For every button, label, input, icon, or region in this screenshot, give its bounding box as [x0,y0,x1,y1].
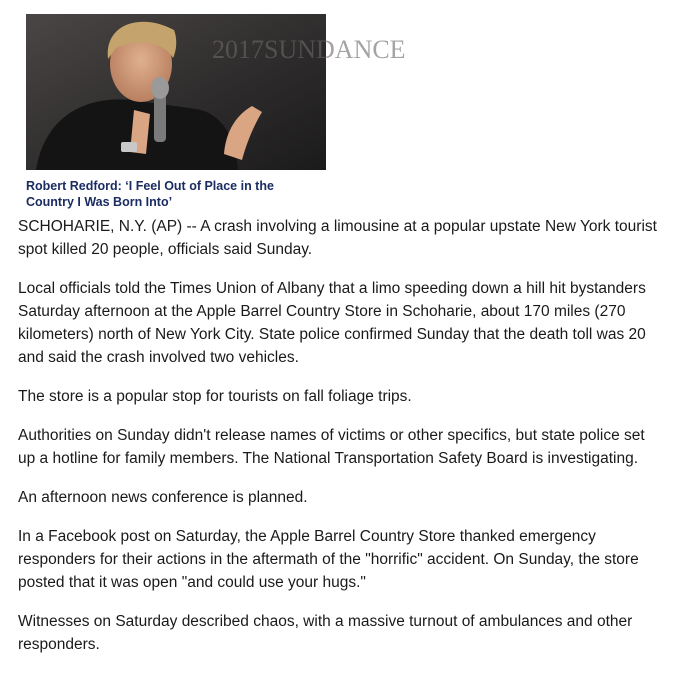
backdrop-sign-text: 2017SUNDANCE [212,35,406,64]
article-paragraph: The store is a popular stop for tourists on fall foliage trips. [18,388,412,405]
article-paragraph: Witnesses on Saturday described chaos, with a massive turnout of ambulances and other responders. [18,613,633,653]
related-story-promo[interactable] [26,14,406,210]
article-paragraph: Local officials told the Times Union of Albany that a limo speeding down a hill hit bystanders Saturday afternoon at the Apple Barrel Country Store in Schoharie, about 170 miles (270 kilometers) north of New York City. State police confirmed Sunday that the death toll was 20 and said the crash involved two vehicles. [18,280,646,366]
article-paragraph: An afternoon news conference is planned. [18,489,308,506]
article-paragraph: Authorities on Sunday didn't release names of victims or other specifics, but state police set up a hotline for family members. The National Transportation Safety Board is investigating. [18,427,645,467]
article-body [18,215,666,672]
promo-headline-link[interactable]: Robert Redford: ‘I Feel Out of Place in the Country I Was Born Into’ [26,179,274,209]
promo-photo[interactable] [26,14,406,170]
article-paragraph: SCHOHARIE, N.Y. (AP) -- A crash involving a limousine at a popular upstate New York tourist spot killed 20 people, officials said Sunday. [18,218,657,258]
article-paragraph: In a Facebook post on Saturday, the Apple Barrel Country Store thanked emergency responders for their actions in the aftermath of the "horrific" accident. On Sunday, the store posted that it was open "and could use your hugs." [18,528,639,591]
